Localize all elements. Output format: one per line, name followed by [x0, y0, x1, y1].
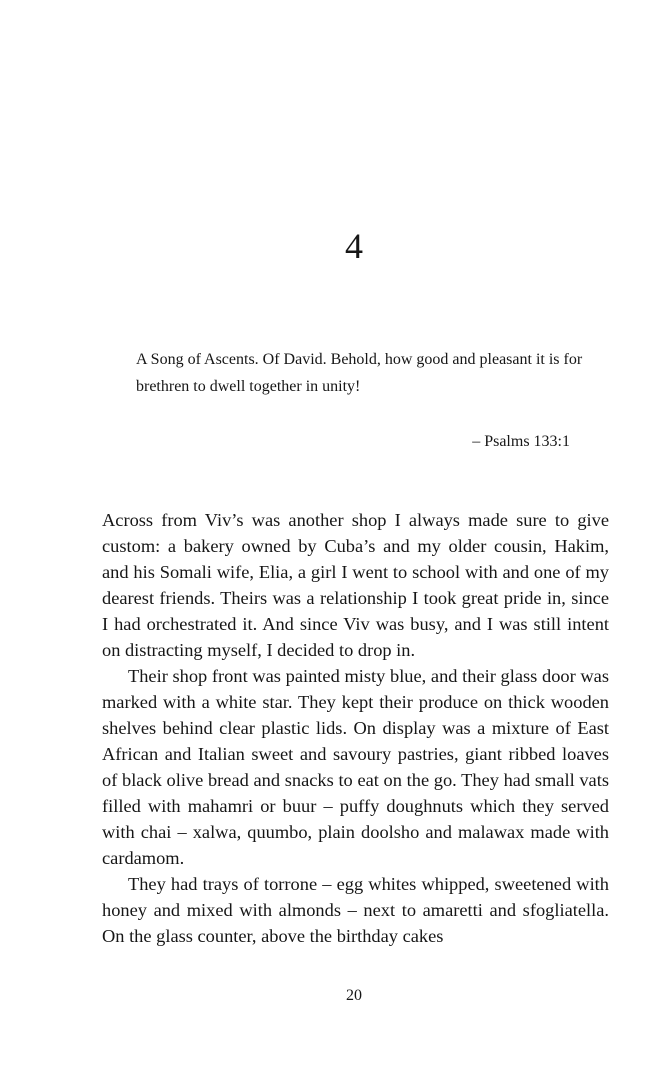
epigraph-source: – Psalms 133:1	[472, 433, 570, 450]
chapter-number: 4	[345, 226, 363, 266]
body-text	[102, 507, 609, 949]
page-number: 20	[346, 987, 362, 1004]
paragraph: Their shop front was painted misty blue, and their glass door was marked with a white star. They kept their produce on thick wooden shelves behind clear plastic lids. On display was a mixture of East African and Italian sweet and savoury pastries, giant ribbed loaves of black olive bread and snacks to eat on the go. They had small vats filled with mahamri or buur – puffy doughnuts which they served with chai – xalwa, quumbo, plain doolsho and malawax made with cardamom.	[102, 666, 609, 868]
paragraph: They had trays of torrone – egg whites whipped, sweetened with honey and mixed with almonds – next to amaretti and sfogliatella. On the glass counter, above the birthday cakes	[102, 874, 609, 946]
epigraph	[136, 346, 606, 400]
paragraph: Across from Viv’s was another shop I always made sure to give custom: a bakery owned by Cuba’s and my older cousin, Hakim, and his Somali wife, Elia, a girl I went to school with and one of my dearest friends. Theirs was a relationship I took great pride in, since I had orchestrated it. And since Viv was busy, and I was still intent on distracting myself, I decided to drop in.	[102, 510, 609, 660]
epigraph-text: A Song of Ascents. Of David. Behold, how good and pleasant it is for brethren to dwell together in unity!	[136, 351, 583, 395]
